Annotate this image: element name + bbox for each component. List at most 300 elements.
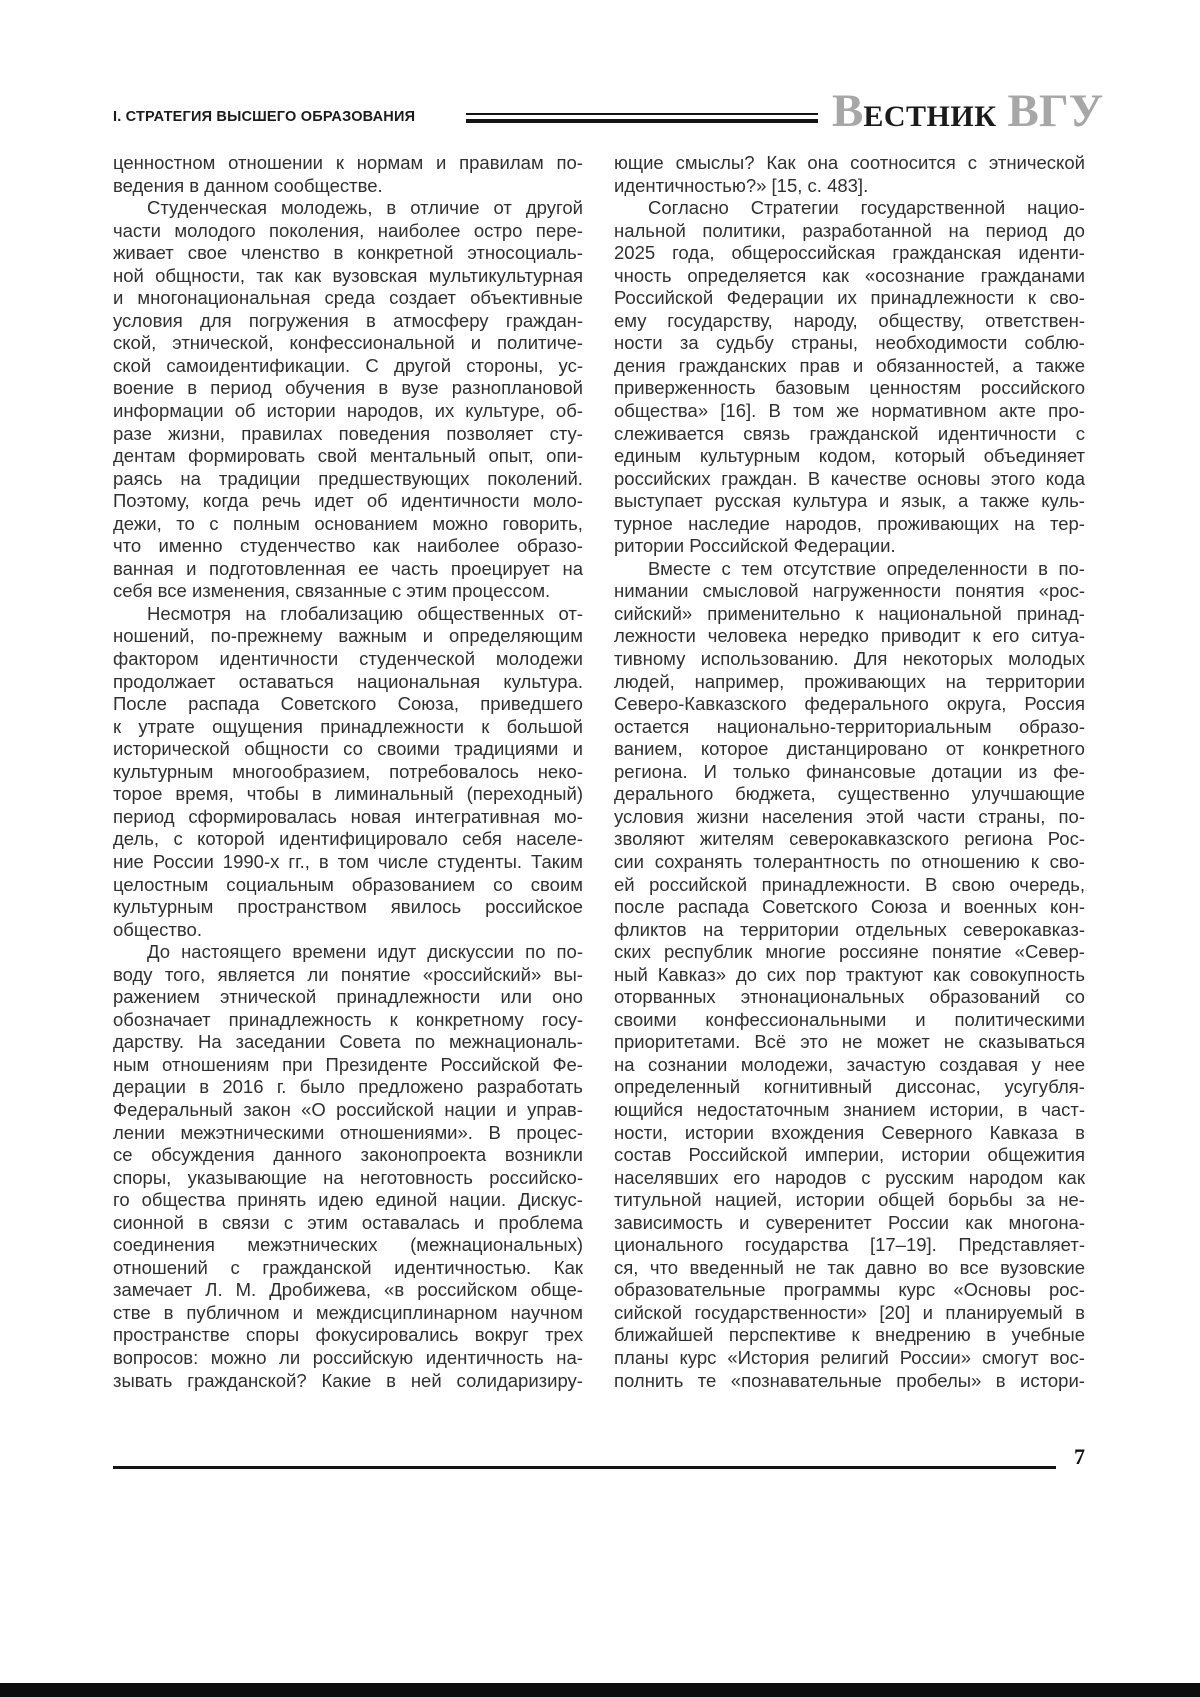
text-line — [113, 1167, 583, 1190]
word: и — [739, 1211, 750, 1233]
word: оторванных — [614, 986, 716, 1008]
word: общей — [878, 1189, 935, 1211]
word: сийской — [614, 1301, 683, 1323]
word: распада — [677, 896, 749, 918]
word: к — [972, 625, 981, 647]
word: общности, — [155, 264, 245, 286]
word: Как — [553, 1256, 583, 1278]
text-line — [113, 1076, 583, 1099]
text-line — [614, 1076, 1085, 1099]
word: нормативном — [871, 400, 987, 422]
word: так — [827, 1256, 854, 1278]
word: ющие — [614, 152, 664, 173]
header-double-rule — [466, 113, 818, 123]
word: и — [113, 287, 124, 309]
word: связь — [743, 422, 791, 444]
word: и — [292, 1301, 303, 1323]
word: российской — [336, 1098, 435, 1120]
word: толерантность — [753, 850, 880, 872]
text-line — [113, 693, 583, 716]
word: перспективе — [728, 1324, 837, 1346]
text-line — [614, 220, 1085, 243]
word: гражданской — [262, 1256, 372, 1278]
word: иденти- — [1018, 242, 1085, 264]
text-line — [614, 1122, 1085, 1145]
word: не — [795, 1256, 816, 1278]
word: а — [1012, 354, 1023, 376]
text-line — [113, 783, 583, 806]
word: России — [888, 1211, 950, 1233]
text-line — [113, 468, 583, 491]
word: культура. — [503, 670, 583, 692]
word: в — [318, 850, 329, 872]
text-line — [113, 355, 583, 378]
word: в — [386, 197, 397, 219]
text-line — [113, 197, 583, 220]
word: и — [879, 490, 890, 512]
word: вопросов: — [113, 1346, 199, 1368]
word: споры — [246, 1324, 300, 1346]
text-line — [614, 761, 1085, 784]
right-column — [614, 152, 1085, 1392]
word: отношению — [921, 850, 1020, 872]
word: и — [186, 557, 197, 579]
word: из — [1018, 760, 1038, 782]
word: идентичности — [400, 490, 520, 512]
word: полным — [232, 512, 300, 534]
word: учебные — [1011, 1324, 1085, 1346]
word: конкретного — [982, 738, 1085, 760]
word: конфессиональными — [705, 1008, 887, 1030]
word: и — [852, 354, 864, 376]
text-line — [113, 310, 583, 333]
word: ности, — [614, 1121, 668, 1143]
text-line — [113, 152, 583, 175]
word: идею — [318, 1189, 364, 1211]
text-line — [614, 1189, 1085, 1212]
word: нагруженности — [812, 580, 942, 602]
word: от — [945, 738, 965, 760]
word: объективные — [470, 287, 583, 309]
word: членство — [241, 242, 320, 264]
text-line — [614, 806, 1085, 829]
word: сих — [766, 963, 796, 985]
word: по- — [556, 941, 583, 963]
word: связи — [222, 1211, 270, 1233]
word: том — [793, 400, 825, 422]
word: как — [933, 963, 961, 985]
word: Вместе — [648, 557, 711, 579]
word: про- — [1048, 400, 1085, 422]
word: Кавказа — [989, 1121, 1058, 1143]
word: атмосферу — [393, 309, 489, 331]
word: ние — [113, 850, 144, 872]
text-line — [614, 310, 1085, 333]
word: с — [209, 512, 219, 534]
word: российское — [485, 896, 583, 918]
word: 1990-х — [222, 850, 280, 872]
text-line — [614, 919, 1085, 942]
word: вокруг — [474, 1324, 529, 1346]
word: стве — [113, 1301, 151, 1323]
word: оставаться — [238, 670, 334, 692]
word: распада — [188, 693, 260, 715]
text-line — [113, 986, 583, 1009]
word: отношений — [113, 1256, 208, 1278]
word: Как — [766, 152, 796, 173]
word: является — [217, 963, 296, 985]
word: «российский» — [422, 963, 542, 985]
word: студенчество — [239, 535, 356, 557]
word: которой — [197, 828, 265, 850]
word: «Север- — [1014, 941, 1085, 963]
word: необходимости — [875, 332, 1008, 354]
word: позволяет — [446, 422, 534, 444]
word: межнациональ- — [448, 1031, 583, 1053]
word: нальной — [614, 219, 686, 241]
word: студенческой — [359, 648, 476, 670]
word: федерального — [804, 693, 929, 715]
text-line — [614, 423, 1085, 446]
word: Стратегии — [750, 197, 839, 219]
word: другой — [393, 354, 452, 376]
word: в — [163, 1301, 174, 1323]
word: состав — [614, 1144, 672, 1166]
word: с — [283, 1211, 294, 1233]
word: населявших — [614, 1166, 719, 1188]
word: другой — [525, 197, 583, 219]
word: молодого — [174, 219, 256, 241]
word: обязанностей, — [876, 354, 1000, 376]
word: неко- — [537, 760, 583, 782]
word: Дробижева, — [269, 1279, 371, 1301]
word: сохранять — [654, 850, 743, 872]
word: народов — [774, 1166, 847, 1188]
word: также — [980, 490, 1030, 512]
word: после — [614, 896, 665, 918]
word: ной — [113, 264, 144, 286]
text-line — [614, 851, 1085, 874]
word: воение — [113, 377, 175, 399]
word: сформировалась — [188, 805, 337, 827]
word: ей — [614, 873, 635, 895]
word: С — [365, 354, 379, 376]
word: Россия — [1024, 693, 1085, 715]
text-line — [113, 603, 583, 626]
word: с — [1075, 422, 1085, 444]
word: гражданская — [892, 242, 1002, 264]
word: от — [493, 197, 512, 219]
text-line — [113, 220, 583, 243]
word: объединяет — [983, 445, 1085, 467]
word: Л. — [205, 1279, 223, 1301]
word: соотносится — [850, 152, 956, 173]
word: этнической — [988, 152, 1085, 173]
word: к — [113, 715, 122, 737]
word: смыслы? — [675, 152, 755, 173]
word: общества — [141, 1189, 226, 1211]
text-line — [113, 287, 583, 310]
word: территории — [986, 670, 1085, 692]
word: важным — [338, 625, 407, 647]
word: как — [1058, 1166, 1085, 1188]
word: данного — [273, 1144, 342, 1166]
text-line — [113, 535, 583, 558]
word: отдельных — [855, 918, 947, 940]
word: со — [1065, 986, 1085, 1008]
word: кода — [1045, 467, 1085, 489]
word: гражданской — [809, 422, 919, 444]
word: разработать — [476, 1076, 583, 1098]
word: «осознание — [864, 264, 965, 286]
word: ценностям — [869, 377, 962, 399]
word: с — [721, 557, 731, 579]
text-line — [113, 671, 583, 694]
word: Рос- — [1047, 828, 1085, 850]
word: этносоциаль- — [467, 242, 583, 264]
word: «в — [384, 1279, 405, 1301]
word: 2025 — [614, 242, 656, 264]
text-line — [614, 468, 1085, 491]
word: пробелы» — [896, 1369, 982, 1391]
word: по — [890, 850, 911, 872]
word: и — [922, 1301, 933, 1323]
text-line — [614, 1031, 1085, 1054]
text-line — [113, 400, 583, 423]
text-line — [614, 874, 1085, 897]
word: куль- — [1041, 490, 1085, 512]
word: информации — [113, 400, 224, 422]
word: на- — [556, 1346, 583, 1368]
word: национально-территориальным — [716, 715, 992, 737]
text-line — [113, 490, 583, 513]
text-line — [614, 242, 1085, 265]
word: на — [703, 918, 724, 940]
word: Для — [854, 648, 888, 670]
word: отличие — [410, 197, 480, 219]
word: Федерации — [726, 287, 824, 309]
text-line — [614, 1144, 1085, 1167]
word: межэтническими — [180, 1121, 325, 1143]
word: культурным — [113, 760, 214, 782]
word: замечает — [113, 1279, 193, 1301]
word: 2016 — [222, 1076, 264, 1098]
word: к — [855, 602, 864, 624]
word: обучения — [284, 377, 366, 399]
word: курс — [679, 1346, 717, 1368]
text-line — [113, 1122, 583, 1145]
word: живает — [113, 242, 174, 264]
word: этнонациональных — [740, 986, 905, 1008]
word: В — [807, 467, 821, 489]
word: проецирует — [450, 557, 551, 579]
word: республик — [663, 941, 753, 963]
word: гражданами — [980, 264, 1085, 286]
word: от- — [558, 602, 583, 624]
word: И — [703, 760, 717, 782]
word: вузовские — [1000, 1256, 1085, 1278]
word: Северного — [881, 1121, 973, 1143]
word: принадлежности — [320, 715, 464, 737]
text-line — [614, 513, 1085, 536]
word: В — [488, 1121, 501, 1143]
word: округа, — [946, 693, 1007, 715]
word: глобализацию — [280, 602, 404, 624]
word: своими — [377, 738, 440, 760]
word: предложено — [358, 1076, 464, 1098]
word: или — [500, 986, 532, 1008]
word: гражданской? — [187, 1369, 307, 1391]
word: наиболее — [377, 219, 461, 241]
word: в — [386, 1369, 396, 1391]
word: за — [1026, 1189, 1045, 1211]
word: обсуждения — [151, 1144, 255, 1166]
text-line: ритории Российской Федерации. — [614, 535, 896, 557]
word: фликтов — [614, 918, 687, 940]
text-line — [113, 896, 583, 919]
word: его — [733, 1166, 761, 1188]
word: а — [958, 490, 969, 512]
word: явилось — [390, 896, 462, 918]
word: «познавательные — [730, 1369, 882, 1391]
word: со — [493, 873, 513, 895]
word: того, — [164, 963, 206, 985]
word: заседании — [235, 1031, 326, 1053]
word: империи, — [804, 1144, 885, 1166]
word: с — [861, 1166, 871, 1188]
word: этнической — [220, 986, 317, 1008]
word: зачастую — [846, 1053, 926, 1075]
word: определенности — [886, 557, 1028, 579]
word: в — [1017, 1098, 1028, 1120]
word: В — [925, 873, 938, 895]
word: ситуа- — [1031, 625, 1085, 647]
text-line — [614, 693, 1085, 716]
word: Кавказ» — [657, 963, 726, 985]
word: которое — [700, 738, 769, 760]
word: определяется — [687, 264, 807, 286]
word: Российской — [614, 287, 714, 309]
text-line — [614, 490, 1085, 513]
text-line — [113, 1347, 583, 1370]
text-line — [614, 1370, 1085, 1393]
word: например, — [694, 670, 785, 692]
word: тивному — [614, 648, 686, 670]
word: идентичность — [425, 1346, 544, 1368]
text-line — [113, 738, 583, 761]
word: приведшего — [480, 693, 583, 715]
word: лежности — [614, 625, 696, 647]
word: этим — [307, 1211, 348, 1233]
word: вы- — [553, 963, 583, 985]
word: опыт, — [488, 445, 534, 467]
word: тер- — [1049, 512, 1085, 534]
word: самоидентификации. — [166, 354, 351, 376]
word: Советского — [280, 693, 377, 715]
word: идентичности — [219, 648, 339, 670]
word: России — [152, 850, 214, 872]
word: к — [389, 1008, 398, 1030]
text-line — [614, 1234, 1085, 1257]
text-line — [614, 783, 1085, 806]
word: [20] — [879, 1301, 911, 1323]
word: правилах — [241, 422, 323, 444]
word: в — [1075, 1301, 1085, 1323]
word: После — [113, 693, 167, 715]
word: ценностном — [113, 152, 216, 173]
word: российских — [614, 467, 711, 489]
text-line — [113, 423, 583, 446]
word: культуре, — [465, 400, 545, 422]
word: турное — [614, 512, 673, 534]
word: все — [959, 1256, 989, 1278]
word: го — [113, 1189, 130, 1211]
word: нимании — [614, 580, 689, 602]
word: использованию. — [700, 648, 839, 670]
journal-logo — [832, 85, 1104, 137]
text-line — [113, 558, 583, 581]
journal-logo-abbr: ВГУ — [1007, 85, 1104, 137]
word: период — [113, 805, 175, 827]
word: целостным — [113, 873, 209, 895]
word: кон- — [1050, 896, 1085, 918]
word: религий — [820, 1346, 889, 1368]
word: по- — [1058, 805, 1085, 827]
text-line: себя все изменения, связанные с этим процессом. — [113, 580, 551, 602]
word: общества» — [614, 400, 709, 422]
word: также — [1035, 354, 1085, 376]
word: общественных — [417, 602, 545, 624]
text-line — [113, 513, 583, 536]
text-line — [614, 197, 1085, 220]
text-line — [614, 1324, 1085, 1347]
word: диссонас, — [895, 1076, 981, 1098]
word: его — [992, 625, 1020, 647]
scan-edge-bar — [0, 1683, 1200, 1697]
text-line — [614, 400, 1085, 423]
word: государственной — [860, 197, 1006, 219]
word: торое — [113, 783, 163, 805]
word: Совета — [339, 1031, 401, 1053]
word: фактором — [113, 648, 199, 670]
word: к — [1027, 287, 1036, 309]
word: госу- — [541, 1008, 583, 1030]
text-line — [113, 1212, 583, 1235]
word: отношениями». — [339, 1121, 473, 1143]
word: Российской — [440, 1053, 540, 1075]
word: оставалась — [361, 1211, 460, 1233]
word: ее — [358, 557, 379, 579]
word: часть — [391, 557, 439, 579]
word: жителям — [699, 828, 775, 850]
footer-rule — [113, 1466, 1056, 1469]
word: культура — [792, 490, 868, 512]
section-title: I. СТРАТЕГИЯ ВЫСШЕГО ОБРАЗОВАНИЯ — [113, 109, 416, 125]
word: своим — [530, 873, 583, 895]
text-line — [614, 1009, 1085, 1032]
word: ближайшей — [614, 1324, 714, 1346]
word: ционального — [614, 1234, 724, 1256]
word: ющийся — [614, 1098, 684, 1120]
word: государству, — [667, 309, 773, 331]
word: кодом, — [818, 445, 876, 467]
text-line — [113, 332, 583, 355]
word: по-прежнему — [210, 625, 323, 647]
word: фокусировались — [315, 1324, 459, 1346]
word: для — [200, 309, 232, 331]
word: и — [572, 738, 583, 760]
word: недостаточным — [696, 1098, 830, 1120]
